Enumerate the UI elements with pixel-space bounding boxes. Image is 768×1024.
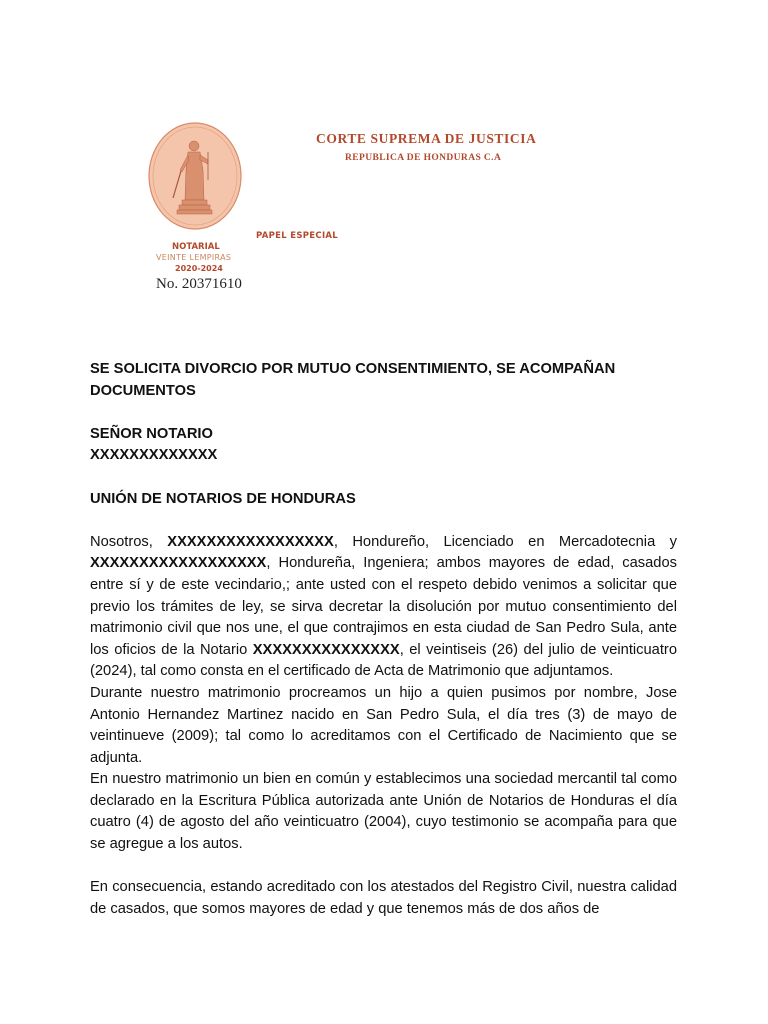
paragraph-child: Durante nuestro matrimonio procreamos un hijo a quien pusimos por nombre, Jose Antonio Hernandez Martinez nacido en San Pedro Sula, el día tres (3) de mayo de veintinueve (2009); tal como lo acreditamos con el Certificado de Nacimiento que se adjunta. [90,684,677,766]
stamp-period: 2020-2024 [175,264,223,273]
court-name: CORTE SUPREMA DE JUSTICIA [316,131,537,146]
addressee-title: SEÑOR NOTARIO [90,425,213,442]
petition-text-4: , el veintiseis (26) del julio de veinticuatro (2024), tal como consta en el certificado de Acta de Matrimonio que adjuntamos. [90,641,677,680]
paragraph-petition [90,532,677,683]
petition-text-1: Nosotros, [90,533,168,550]
paragraph-property: En nuestro matrimonio un bien en común y establecimos una sociedad mercantil tal como declarado en la Escritura Pública autorizada ante Unión de Notarios de Honduras el día cuatro (4) de agosto del año veinticuatro (2004), cuyo testimonio se acompaña para que se agregue a los autos. [90,771,677,853]
document-title: SE SOLICITA DIVORCIO POR MUTUO CONSENTIMIENTO, SE ACOMPAÑAN DOCUMENTOS [90,361,616,399]
addressee-name: XXXXXXXXXXXXX [90,447,218,464]
paragraph-consequence: En consecuencia, estando acreditado con los atestados del Registro Civil, nuestra calidad de casados, que somos mayores de edad y que tenemos más de dos años de [90,879,677,917]
organization-name: UNIÓN DE NOTARIOS DE HONDURAS [90,490,356,507]
country-name: REPUBLICA DE HONDURAS C.A [345,153,502,163]
petitioner-name-2: XXXXXXXXXXXXXXXXXX [90,555,267,572]
petition-text-3: , Hondureña, Ingeniera; ambos mayores de edad, casados entre sí y de este vecindario,; ante usted con el respeto debido venimos a solicitar que previo los trámites de ley, se sirva decretar la disolución por mutuo consentimiento del matrimonio civil que nos une, el que contrajimos en esta ciudad de San Pedro Sula, ante los oficios de la Notario [90,555,677,658]
petitioner-name-1: XXXXXXXXXXXXXXXXX [167,533,334,550]
stamp-category: NOTARIAL [172,242,220,252]
stamp-serial-number: No. 20371610 [156,276,242,292]
document-body [90,359,677,920]
stamp-value: VEINTE LEMPIRAS [156,253,232,262]
notary-name: XXXXXXXXXXXXXXX [252,641,400,658]
petition-text-2: , Hondureño, Licenciado en Mercadotecnia y [333,533,678,550]
justice-statue-seal-icon [148,122,242,230]
paper-type: PAPEL ESPECIAL [256,231,338,241]
